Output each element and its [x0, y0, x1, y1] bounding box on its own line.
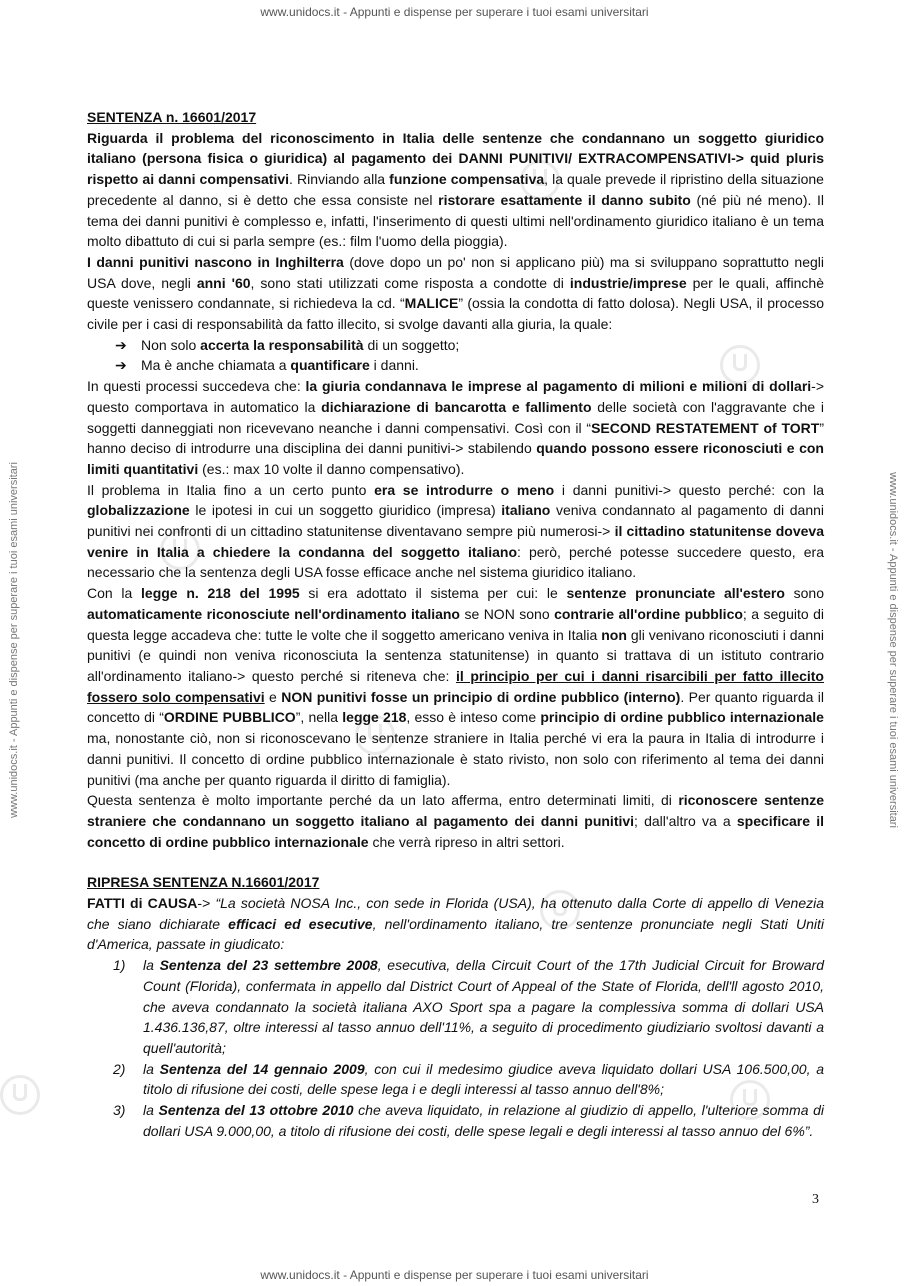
- list-item-text: Non solo accerta la responsabilità di un soggetto;: [141, 336, 460, 353]
- paragraph: FATTI di CAUSA-> “La società NOSA Inc., con sede in Florida (USA), ha ottenuto dalla Corte di appello di Venezia che siano dichiarate efficaci ed esecutive, nell'ordinamento italiano, tre sentenze pronunciate negli Stati Uniti d'America, passate in giudicato:: [87, 895, 825, 953]
- paragraph: Questa sentenza è molto importante perché da un lato afferma, entro determinati limiti, di riconoscere sentenze straniere che condannano un soggetto italiano al pagamento dei danni punitivi; dall'altro va a specificare il concetto di ordine pubblico internazionale che verrà ripreso in altri settori.: [87, 792, 824, 850]
- list-item-text: la Sentenza del 23 settembre 2008, esecutiva, della Circuit Court of the 17th Judicial Circuit for Broward Count (Florida), confermata in appello dal District Court of Appeal of the State of Florida, dell'll agosto 2010, che aveva condannato la società italiana AXO Sport spa a pagare la complessiva somma di dollari USA 1.436.136,87, oltre interessi al tasso annuo dell'11%, a seguito di procedimento giudiziario svoltosi davanti a quell'autorità;: [143, 957, 824, 1056]
- list-number: 3): [113, 1102, 126, 1119]
- list-item: [87, 955, 824, 1059]
- unidocs-logo-icon: [0, 1075, 40, 1115]
- header-watermark: www.unidocs.it - Appunti e dispense per superare i tuoi esami universitari: [260, 5, 649, 19]
- paragraph: In questi processi succedeva che: la giuria condannava le imprese al pagamento di milioni e milioni di dollari-> questo comportava in automatico la dichiarazione di bancarotta e fallimento delle società con l'aggravante che i soggetti danneggiati non ricevevano neanche i danni compensativi. Così con il “SECOND RESTATEMENT of TORT” hanno deciso di introdurre una disciplina dei danni punitivi-> stabilendo quando possono essere riconosciuti e con limiti quantitativi (es.: max 10 volte il danno compensativo).: [87, 378, 825, 477]
- list-item: [87, 335, 824, 356]
- paragraph: Con la legge n. 218 del 1995 si era adottato il sistema per cui: le sentenze pronunciate all'estero sono automaticamente riconosciute nell'ordinamento italiano se NON sono contrarie all'ordine pubblico; a seguito di questa legge accadeva che: tutte le volte che il soggetto americano veniva in Italia non gli venivano riconosciuti i danni punitivi (e quindi non veniva riconosciuta la sentenza statunitense) in quanto si trattava di un istituto contrario all'ordinamento italiano-> questo perché si riteneva che: il principio per cui i danni risarcibili per fatto illecito fossero solo compensativi e NON punitivi fosse un principio di ordine pubblico (interno). Per quanto riguarda il concetto di “ORDINE PUBBLICO”, nella legge 218, esso è inteso come principio di ordine pubblico internazionale ma, nonostante ciò, non si riconoscevano le sentenze straniere in Italia perché vi era la paura in Italia di introdurre i danni punitivi. Il concetto di ordine pubblico internazionale è stato rivisto, non solo con riferimento al tema dei danni punitivi (ma anche per quanto riguarda il diritto di famiglia).: [87, 585, 825, 788]
- list-number: 1): [113, 957, 126, 974]
- section-title: SENTENZA n. 16601/2017: [87, 109, 257, 125]
- section-title: RIPRESA SENTENZA N.16601/2017: [87, 874, 320, 891]
- list-item-text: Ma è anche chiamata a quantificare i danni.: [141, 357, 419, 374]
- list-item: [87, 1059, 824, 1100]
- right-margin-watermark: www.unidocs.it - Appunti e dispense per superare i tuoi esami universitari: [887, 472, 899, 828]
- arrow-list: [87, 335, 824, 376]
- paragraph: Il problema in Italia fino a un certo punto era se introdurre o meno i danni punitivi-> questo perché: con la globalizzazione le ipotesi in cui un soggetto giuridico (impresa) italiano veniva condannato al pagamento di danni punitivi nei confronti di un cittadino statunitense diventavano sempre più numerosi-> il cittadino statunitense doveva venire in Italia a chiedere la condanna del soggetto italiano: però, perché potesse succedere questo, era necessario che la sentenza degli USA fosse efficace anche nel sistema giuridico italiano.: [87, 481, 825, 581]
- list-item-text: la Sentenza del 14 gennaio 2009, con cui il medesimo giudice aveva liquidato dollari USA 106.500,00, a titolo di rifusione dei costi, delle spese lega i e degli interessi al tasso annuo dell'8%;: [143, 1060, 824, 1098]
- paragraph: I danni punitivi nascono in Inghilterra (dove dopo un po' non si applicano più) ma si sviluppano soprattutto negli USA dove, negli anni '60, sono stati utilizzati come risposta a condotte di industrie/imprese per le quali, affinchè queste venissero condannate, si richiedeva la cd. “MALICE” (ossia la condotta di fatto dolosa). Negli USA, il processo civile per i casi di responsabilità da fatto illecito, si svolge davanti alla giuria, la quale:: [87, 253, 825, 333]
- page-number: 3: [812, 1192, 819, 1207]
- list-item: [87, 355, 824, 376]
- document-body: [87, 107, 824, 1141]
- numbered-list: [87, 955, 824, 1141]
- list-item: [87, 1100, 824, 1141]
- arrow-right-icon: ➔: [115, 336, 127, 353]
- footer-watermark: www.unidocs.it - Appunti e dispense per superare i tuoi esami universitari: [260, 1268, 649, 1282]
- list-item-text: la Sentenza del 13 ottobre 2010 che aveva liquidato, in relazione al giudizio di appello, l'ulteriore somma di dollari USA 9.000,00, a titolo di rifusione dei costi, delle spese legali e degli interessi al tasso annuo del 6%”.: [143, 1102, 824, 1139]
- left-margin-watermark: www.unidocs.it - Appunti e dispense per superare i tuoi esami universitari: [8, 462, 20, 818]
- paragraph: Riguarda il problema del riconoscimento in Italia delle sentenze che condannano un soggetto giuridico italiano (persona fisica o giuridica) al pagamento dei DANNI PUNITIVI/ EXTRACOMPENSATIVI-> quid pluris rispetto ai danni compensativi. Rinviando alla funzione compensativa, la quale prevede il ripristino della situazione precedente al danno, si è detto che essa consiste nel ristorare esattamente il danno subito (né più né meno). Il tema dei danni punitivi è complesso e, infatti, l'inserimento di questi ultimi nell'ordinamento giuridico italiano è un tema molto dibattuto di cui si parla sempre (es.: film l'uomo della pioggia).: [87, 129, 824, 250]
- arrow-right-icon: ➔: [115, 357, 127, 374]
- list-number: 2): [113, 1060, 126, 1077]
